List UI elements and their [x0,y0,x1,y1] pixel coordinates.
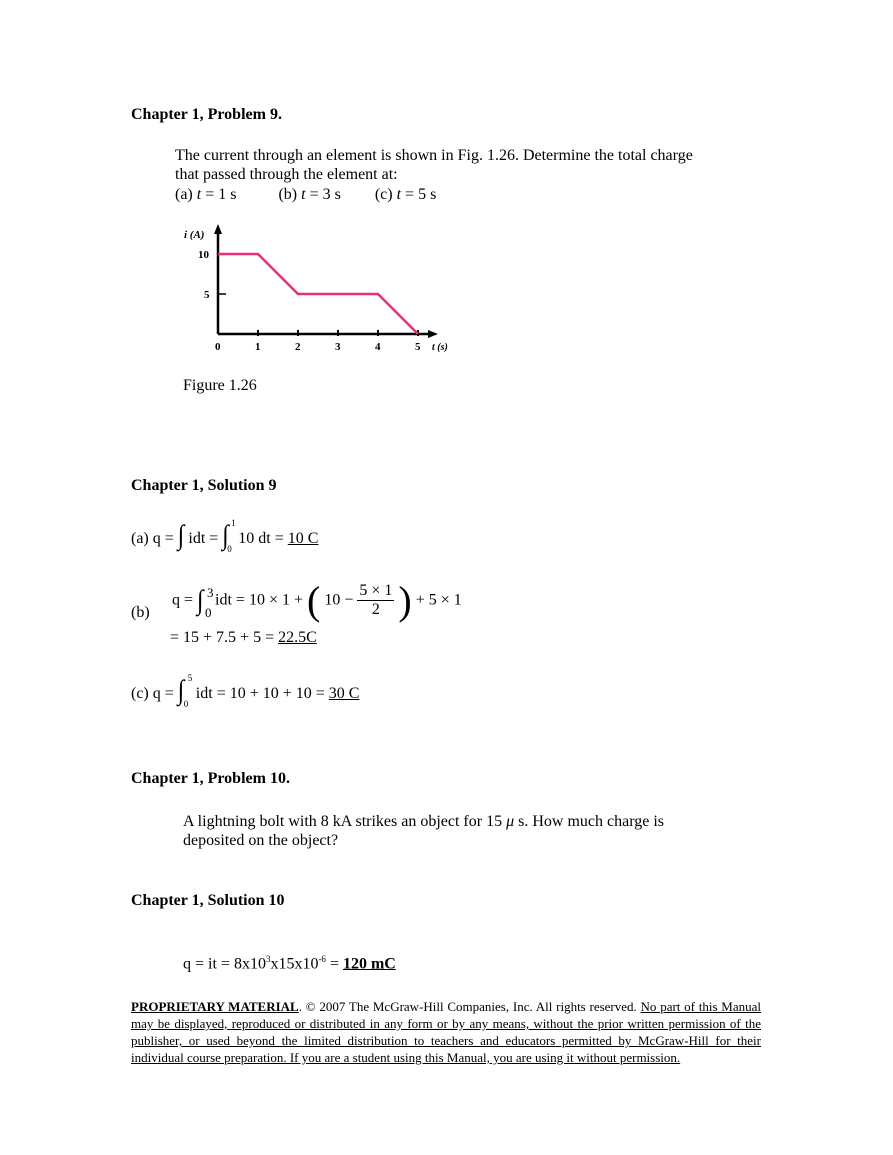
part-c-lhs: q = [152,685,174,702]
part-b-mid: idt = 10 × 1 + [215,591,303,609]
lower-limit: 0 [205,604,212,620]
part-a-rhs: 10 dt = [238,530,284,547]
footer-notice: No part of this Manual may be displayed, reproduced or distributed in any form or by any means, without the prior written permission of the publisher, or used beyond the limited distribution to teachers and educators permitted by McGraw-Hill for their individual course preparation. If you are a student using this Manual, you are using it without permission. [131,999,761,1065]
part-c-mid: idt = 10 + 10 + 10 = [195,685,325,702]
current-series-line [218,254,418,334]
mu-symbol: μ [506,813,515,830]
lower-limit: 0 [183,699,189,709]
y-tick-label: 10 [198,249,209,261]
solution-10-answer: 120 mC [342,955,396,973]
x-tick-label: 0 [215,341,221,353]
fraction-numerator: 5 × 1 [359,582,393,599]
lower-limit: 0 [227,544,232,554]
fraction [357,582,394,619]
x-tick-label: 2 [295,341,301,353]
solution-10-heading: Chapter 1, Solution 10 [131,892,285,909]
equation-part: q = it = 8x10 [183,955,266,973]
part-a-mid: idt = [188,530,219,547]
problem-9-parts [175,186,436,204]
solution-9-part-a [131,518,319,554]
integral-sign: ∫ [222,521,229,551]
problem-9-text-line1: The current through an element is shown in Fig. 1.26. Determine the total charge [175,147,693,164]
x-tick-label: 1 [255,341,261,353]
x-axis-label: t (s) [432,342,448,353]
problem-9-heading: Chapter 1, Problem 9. [131,106,282,123]
part-a-answer: 10 C [287,530,319,547]
solution-9-part-b [172,577,462,627]
current-chart [170,222,470,362]
equation-part: = [325,955,343,973]
footer-copyright: . © 2007 The McGraw-Hill Companies, Inc. All rights reserved. [298,999,641,1014]
part-c-answer: 30 C [328,685,360,702]
exponent: 3 [265,954,271,964]
part-b-tail: + 5 × 1 [415,591,462,609]
y-axis-arrow [214,224,222,234]
part-c-var: t [396,186,402,203]
solution-9-part-c [131,673,360,709]
paren-open: ( [307,578,321,623]
part-a-var: t [196,186,202,203]
problem-10-line2: deposited on the object? [183,832,339,849]
paren-close: ) [398,578,412,623]
part-b-sum: = 15 + 7.5 + 5 = [170,629,275,646]
part-a-label: (a) [131,530,149,547]
part-c-label: (c) [374,186,393,203]
part-c-value: = 5 s [401,186,437,203]
solution-9-part-b-line2 [170,629,317,647]
x-tick-label: 5 [415,341,421,353]
part-a-label: (a) [175,186,193,203]
footer-label: PROPRIETARY MATERIAL [131,999,299,1014]
x-tick-label: 4 [375,341,381,353]
part-a-value: = 1 s [201,186,237,203]
solution-10-equation [183,954,396,973]
problem-10-line1 [183,813,664,831]
exponent: -6 [318,954,326,964]
upper-limit: 1 [231,518,236,528]
part-b-inner: 10 − [324,591,354,609]
y-tick-label: 5 [204,289,210,301]
proprietary-footer [131,998,761,1066]
part-a-lhs: q = [152,530,174,547]
solution-9-heading: Chapter 1, Solution 9 [131,477,277,494]
problem-10-heading: Chapter 1, Problem 10. [131,770,290,787]
integral-sign: ∫ [197,585,204,616]
part-b-label: (b) [131,604,150,621]
problem-10-text-end: s. How much charge is [514,813,665,830]
integral-sign: ∫ [177,676,185,706]
x-axis-arrow [428,330,438,338]
integral-sign: ∫ [177,521,185,551]
part-c-label: (c) [131,685,149,702]
fraction-denominator: 2 [371,601,380,618]
part-b-label: (b) [278,186,298,203]
part-b-var: t [301,186,306,203]
problem-10-text: A lightning bolt with 8 kA strikes an object for 15 [183,813,503,830]
figure-caption: Figure 1.26 [183,377,257,394]
part-b-answer: 22.5C [278,629,317,646]
upper-limit: 5 [187,673,193,683]
y-axis-label: i (A) [184,229,205,241]
part-b-lhs: q = [172,591,194,609]
equation-part: x15x10 [270,955,319,973]
upper-limit: 3 [207,584,214,600]
x-tick-label: 3 [335,341,341,353]
part-b-value: = 3 s [305,186,341,203]
problem-9-text-line2: that passed through the element at: [175,166,398,183]
